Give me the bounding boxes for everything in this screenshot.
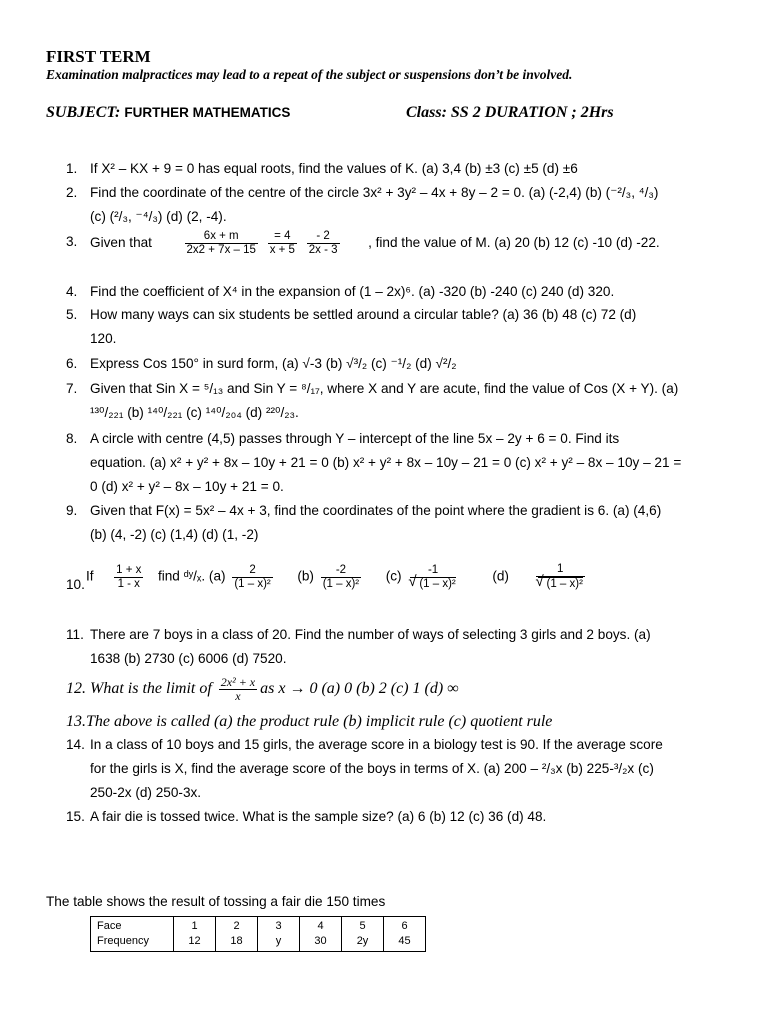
question-10 (66, 563, 726, 591)
question-number: 8. (66, 431, 78, 446)
question-text-line1: Given that F(x) = 5x² – 4x + 3, find the coordinates of the point where the gradient is 6. (a) (4,6) (90, 503, 662, 518)
malpractice-notice: Examination malpractices may lead to a repeat of the subject or suspensions don’t be involved. (46, 67, 573, 82)
question-4 (66, 280, 726, 304)
question-text-line2: (b) (4, -2) (c) (1,4) (d) (1, -2) (90, 527, 259, 542)
question-text-line2: equation. (a) x² + y² + 8x – 10y + 21 = 0 (b) x² + y² + 8x – 10y – 21 = 0 (c) x² + y² – 8x – 10y – 21 = (90, 455, 682, 470)
option-c-fraction: -1 √ (1 – x)² (408, 564, 457, 591)
question-text-line1: A circle with centre (4,5) passes through Y – intercept of the line 5x – 2y + 6 = 0. Find its (90, 431, 620, 446)
question-number: 9. (66, 503, 78, 518)
question-number: 7. (66, 381, 78, 396)
question-number: 11. (66, 627, 84, 642)
question-14 (66, 733, 726, 805)
question-11 (66, 623, 726, 671)
question-text-line3: 0 (d) x² + y² – 8x – 10y + 21 = 0. (90, 479, 284, 494)
subject-line (46, 104, 290, 122)
question-7 (66, 377, 726, 425)
question-2 (66, 181, 726, 229)
question-3 (66, 230, 726, 257)
question-number: 15. (66, 809, 85, 824)
subject-label: SUBJECT: (46, 104, 121, 121)
question-13 (66, 713, 552, 731)
table-row (91, 917, 426, 952)
question-text-line2: 1638 (b) 2730 (c) 6006 (d) 7520. (90, 651, 287, 666)
question-number: 4. (66, 284, 78, 299)
table-cell: 3 y (258, 917, 300, 952)
question-text-line2: for the girls is X, find the average score of the boys in terms of X. (a) 200 – ²/₃x (b) 225-³/₂x (c) (90, 761, 654, 776)
question-tail: as x → 0 (a) 0 (b) 2 (c) 1 (d) ∞ (260, 680, 459, 698)
question-text-line2: (c) (²/₃, ⁻⁴/₃) (d) (2, -4). (90, 209, 227, 224)
question-tail: , find the value of M. (a) 20 (b) 12 (c) -10 (d) -22. (368, 235, 660, 251)
face-label: Face (97, 920, 122, 932)
question-text-line1: In a class of 10 boys and 15 girls, the average score in a biology test is 90. If the average score (90, 737, 663, 752)
question-12 (66, 676, 459, 703)
limit-fraction: $\frac{\text{2x² + x}}{x}$ (220, 675, 256, 703)
table-cell: 6 45 (384, 917, 426, 952)
question-text-line1: How many ways can six students be settled around a circular table? (a) 36 (b) 48 (c) 72 (d) (90, 307, 637, 322)
table-intro: The table shows the result of tossing a fair die 150 times (46, 894, 386, 909)
question-text-line1: Find the coordinate of the centre of the circle 3x² + 3y² – 4x + 8y – 2 = 0. (a) (-2,4) (b) (⁻²/₃, ⁴/₃) (90, 185, 659, 200)
question-8 (66, 427, 726, 499)
fraction-1: $\frac{6x + m}{2x2 + 7x - 15}$ (186, 230, 256, 256)
frequency-label: Frequency (97, 935, 149, 947)
question-text-line2: ¹³⁰/₂₂₁ (b) ¹⁴⁰/₂₂₁ (c) ¹⁴⁰/₂₀₄ (d) ²²⁰/₂₃. (90, 405, 299, 420)
question-text: Find the coefficient of X⁴ in the expansion of (1 – 2x)⁶. (a) -320 (b) -240 (c) 240 (d) 320. (90, 284, 615, 299)
question-9 (66, 499, 726, 547)
table-cell: 5 2y (342, 917, 384, 952)
question-number: 10. (66, 577, 85, 592)
question-text: 13.The above is called (a) the product rule (b) implicit rule (c) quotient rule (66, 713, 553, 730)
question-text: Express Cos 150° in surd form, (a) √-3 (b) √³/₂ (c) ⁻¹/₂ (d) √²/₂ (90, 356, 457, 371)
table-cell: 2 18 (216, 917, 258, 952)
question-1 (66, 157, 726, 181)
question-text-line1: Given that Sin X = ⁵/₁₃ and Sin Y = ⁸/₁₇, where X and Y are acute, find the value of Cos (X + Y). (a) (90, 381, 679, 396)
option-a-fraction: $\frac{2}{\text{(1 – x)²}}$ (234, 563, 271, 590)
question-number: 6. (66, 356, 78, 371)
find-label: find ᵈʸ/ₓ. (a) (157, 568, 226, 584)
option-d-label: (d) (492, 568, 509, 584)
subject-name: FURTHER MATHEMATICS (124, 105, 291, 120)
question-lead: Given that (90, 235, 152, 251)
option-b-fraction: $\frac{-2}{\text{(1 – x)²}}$ (322, 563, 360, 590)
question-number: 1. (66, 161, 78, 176)
question-15 (66, 805, 726, 829)
question-text-line2: 120. (90, 331, 117, 346)
question-number: 2. (66, 185, 78, 200)
question-text: A fair die is tossed twice. What is the sample size? (a) 6 (b) 12 (c) 36 (d) 48. (90, 809, 547, 824)
row-labels-cell (91, 917, 174, 952)
question-6 (66, 352, 726, 376)
option-d-fraction: 1 √ (1 – x)² (536, 563, 585, 591)
table-cell: 1 12 (174, 917, 216, 952)
fraction-2: $\frac{= 4}{x + 5}$ (269, 230, 295, 256)
fraction-given: $\frac{1 + x}{1 - x}$ (116, 563, 142, 590)
question-5 (66, 303, 726, 351)
if-label: If (86, 568, 94, 584)
dice-results-table (90, 916, 426, 952)
question-number: 14. (66, 737, 85, 752)
question-number: 3. (66, 234, 78, 249)
question-number: 5. (66, 307, 78, 322)
question-text-line3: 250-2x (d) 250-3x. (90, 785, 202, 800)
option-b-label: (b) (297, 568, 314, 584)
exam-title: FIRST TERM (46, 47, 151, 66)
question-text: If X² – KX + 9 = 0 has equal roots, find the values of K. (a) 3,4 (b) ±3 (c) ±5 (d) ±6 (90, 161, 578, 176)
class-duration: Class: SS 2 DURATION ; 2Hrs (406, 104, 614, 121)
option-c-label: (c) (385, 568, 402, 584)
question-text-line1: There are 7 boys in a class of 20. Find the number of ways of selecting 3 girls and 2 boys. (a) (90, 627, 651, 642)
fraction-3: $\frac{- 2}{2x - 3}$ (308, 230, 338, 256)
question-lead: 12. What is the limit of (66, 680, 212, 698)
table-cell: 4 30 (300, 917, 342, 952)
